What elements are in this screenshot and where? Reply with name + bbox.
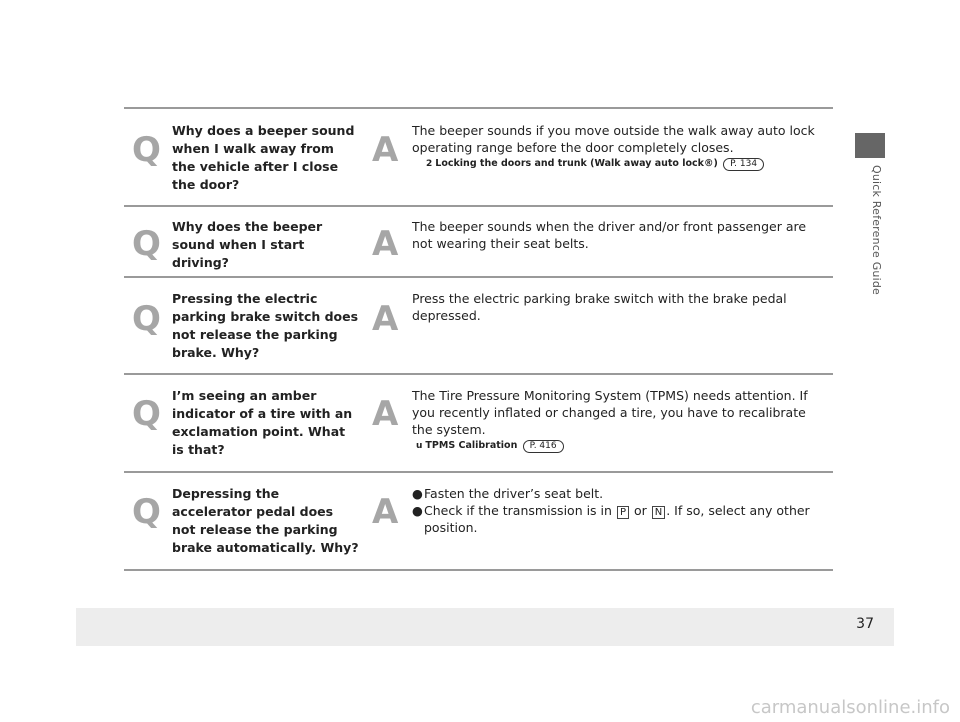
answer-icon: A xyxy=(372,299,399,339)
answer-icon: A xyxy=(372,130,399,170)
page-ref-link[interactable]: P. 416 xyxy=(523,440,564,453)
question-icon: Q xyxy=(132,492,161,532)
answer-block xyxy=(412,485,827,536)
qa-row xyxy=(124,375,833,473)
answer-icon: A xyxy=(372,394,399,434)
qa-row xyxy=(124,278,833,375)
bullet-item xyxy=(412,502,827,536)
page-ref-link[interactable]: P. 134 xyxy=(723,158,764,171)
section-side-label: Quick Reference Guide xyxy=(870,165,883,295)
qa-row xyxy=(124,109,833,207)
bullet-dot-icon: ● xyxy=(412,486,423,501)
page-footer xyxy=(76,608,894,646)
question-icon: Q xyxy=(132,130,161,170)
answer-text: The Tire Pressure Monitoring System (TPMS) needs attention. If you recently inflated or changed a tire, you have to recalibrate the system. xyxy=(412,388,808,437)
cross-reference xyxy=(412,157,827,171)
answer-icon: A xyxy=(372,224,399,264)
answer-block xyxy=(412,387,827,453)
question-icon: Q xyxy=(132,394,161,434)
watermark: carmanualsonline.info xyxy=(750,697,950,718)
page-number: 37 xyxy=(856,616,874,632)
bullet-item xyxy=(412,485,827,502)
xref-arrow-icon: u xyxy=(416,441,423,451)
bullet-text-post: . If so, select any other position. xyxy=(424,503,810,535)
bullet-dot-icon: ● xyxy=(412,503,423,518)
qa-row xyxy=(124,207,833,278)
answer-text: The beeper sounds when the driver and/or front passenger are not wearing their seat belts. xyxy=(412,219,807,251)
question-text: Pressing the electric parking brake switch does not release the parking brake. Why? xyxy=(172,291,359,360)
question-text: Why does a beeper sound when I walk away from the vehicle after I close the door? xyxy=(172,123,355,192)
bullet-text-pre: Check if the transmission is in xyxy=(424,503,612,518)
answer-block xyxy=(412,122,827,171)
cross-reference xyxy=(412,439,827,453)
question-text: Why does the beeper sound when I start driving? xyxy=(172,219,323,270)
question-icon: Q xyxy=(132,299,161,339)
key-n-icon: N xyxy=(652,506,665,519)
question-icon: Q xyxy=(132,224,161,264)
bullet-text-or: or xyxy=(633,503,647,518)
question-text: I’m seeing an amber indicator of a tire with an exclamation point. What is that? xyxy=(172,388,353,457)
answer-text: The beeper sounds if you move outside the walk away auto lock operating range before the door completely closes. xyxy=(412,123,815,155)
answer-icon: A xyxy=(372,492,399,532)
bullet-text: Fasten the driver’s seat belt. xyxy=(424,486,604,501)
xref-text: TPMS Calibration xyxy=(425,440,518,451)
answer-text: Press the electric parking brake switch with the brake pedal depressed. xyxy=(412,291,787,323)
key-p-icon: P xyxy=(617,506,629,519)
qa-list xyxy=(124,107,833,571)
xref-icon: 2 xyxy=(426,159,433,169)
question-text: Depressing the accelerator pedal does not release the parking brake automatically. Why? xyxy=(172,486,359,555)
xref-text: Locking the doors and trunk (Walk away auto lock®) xyxy=(435,158,718,169)
section-tab-marker xyxy=(855,133,885,158)
qa-row xyxy=(124,473,833,571)
